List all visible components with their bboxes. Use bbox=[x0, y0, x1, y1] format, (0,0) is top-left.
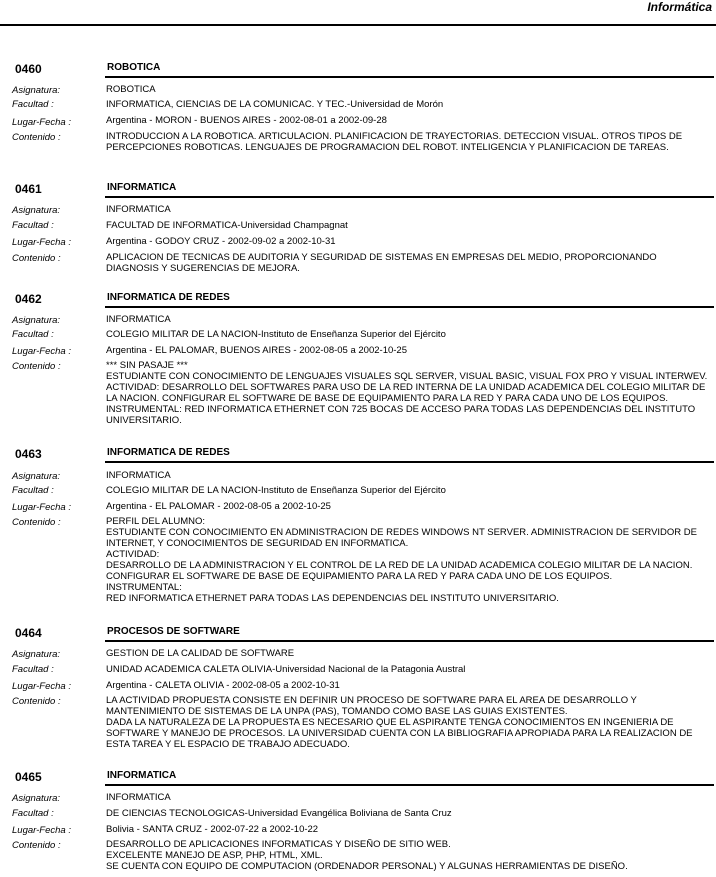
entry-code: 0465 bbox=[15, 770, 42, 784]
divider bbox=[105, 196, 714, 198]
entry-code: 0461 bbox=[15, 182, 42, 196]
divider bbox=[105, 461, 714, 463]
entry-code: 0460 bbox=[15, 62, 42, 76]
divider bbox=[105, 76, 714, 78]
value-lugar-fecha: Argentina - GODOY CRUZ - 2002-09-02 a 2002-10-31 bbox=[106, 236, 336, 247]
label-lugar-fecha: Lugar-Fecha : bbox=[12, 502, 71, 513]
label-contenido: Contenido : bbox=[12, 253, 61, 264]
label-lugar-fecha: Lugar-Fecha : bbox=[12, 825, 71, 836]
value-asignatura: GESTION DE LA CALIDAD DE SOFTWARE bbox=[106, 648, 295, 659]
value-lugar-fecha: Argentina - EL PALOMAR, BUENOS AIRES - 2002-08-05 a 2002-10-25 bbox=[106, 345, 407, 356]
label-contenido: Contenido : bbox=[12, 361, 61, 372]
value-facultad: COLEGIO MILITAR DE LA NACION-Instituto de Enseñanza Superior del Ejército bbox=[106, 485, 446, 496]
value-contenido: INTRODUCCION A LA ROBOTICA. ARTICULACION. PLANIFICACION DE TRAYECTORIAS. DETECCION VISUAL. OTROS TIPOS DE PERCEPCIONES ROBOTICAS. LENGUAJES DE PROGRAMACION DEL ROBOT. INTELIGENCIA Y PLANIFICACION DE TAREAS. bbox=[106, 131, 683, 153]
label-asignatura: Asignatura: bbox=[12, 649, 61, 660]
label-facultad: Facultad : bbox=[12, 485, 54, 496]
value-facultad: COLEGIO MILITAR DE LA NACION-Instituto de Enseñanza Superior del Ejército bbox=[106, 329, 446, 340]
divider bbox=[105, 784, 714, 786]
label-asignatura: Asignatura: bbox=[12, 793, 61, 804]
value-contenido: PERFIL DEL ALUMNO: ESTUDIANTE CON CONOCIMIENTO EN ADMINISTRACION DE REDES WINDOWS NT SERVER. ADMINISTRACION DE SERVIDOR DE INTERNET, Y CONOCIMIENTOS DE SEGURIDAD EN INFORMATICA. ACTIVIDAD: DESARROLLO DE LA ADMINISTRACION Y EL CONTROL DE LA RED DE LA UNIDAD ACADEMICA COLEGIO MILITAR DE LA NACION. CONFIGURAR EL SOFTWARE DE BASE DE EQUIPAMIENTO PARA LA RED Y PARA CADA UNO DE LOS EQUIPOS. INSTRUMENTAL: RED INFORMATICA ETHERNET PARA TODAS LAS DEPENDENCIAS DEL INSTITUTO UNIVERSITARIO. bbox=[106, 516, 698, 604]
label-facultad: Facultad : bbox=[12, 99, 54, 110]
label-facultad: Facultad : bbox=[12, 329, 54, 340]
value-facultad: DE CIENCIAS TECNOLOGICAS-Universidad Evangélica Boliviana de Santa Cruz bbox=[106, 808, 452, 819]
label-lugar-fecha: Lugar-Fecha : bbox=[12, 117, 71, 128]
label-facultad: Facultad : bbox=[12, 808, 54, 819]
value-contenido: *** SIN PASAJE *** ESTUDIANTE CON CONOCIMIENTO DE LENGUAJES VISUALES SQL SERVER, VISUAL BASIC, VISUAL FOX PRO Y VISUAL INTERWEV. ACTIVIDAD: DESARROLLO DEL SOFTWARES PARA USO DE LA RED INTERNA DE LA UNIDAD ACADEMICA DEL COLEGIO MILITAR DE LA NACION. CONFIGURAR EL SOFTWARE DE BASE DE EQUIPAMIENTO PARA LA RED Y PARA CADA UNO DE LOS EQUIPOS. INSTRUMENTAL: RED INFORMATICA ETHERNET CON 725 BOCAS DE ACCESO PARA TODAS LAS DEPENDENCIAS DEL INSTITUTO UNIVERSITARIO. bbox=[106, 360, 708, 426]
value-facultad: UNIDAD ACADEMICA CALETA OLIVIA-Universidad Nacional de la Patagonia Austral bbox=[106, 664, 466, 675]
value-lugar-fecha: Argentina - EL PALOMAR - 2002-08-05 a 2002-10-25 bbox=[106, 501, 331, 512]
value-facultad: INFORMATICA, CIENCIAS DE LA COMUNICAC. Y TEC.-Universidad de Morón bbox=[106, 99, 444, 110]
entry-title: INFORMATICA DE REDES bbox=[107, 447, 230, 458]
entry-title: PROCESOS DE SOFTWARE bbox=[107, 626, 240, 637]
label-contenido: Contenido : bbox=[12, 132, 61, 143]
label-facultad: Facultad : bbox=[12, 664, 54, 675]
page-header bbox=[0, 0, 716, 26]
value-asignatura: ROBOTICA bbox=[106, 84, 156, 95]
label-lugar-fecha: Lugar-Fecha : bbox=[12, 681, 71, 692]
entry-title: INFORMATICA DE REDES bbox=[107, 292, 230, 303]
value-asignatura: INFORMATICA bbox=[106, 204, 171, 215]
divider bbox=[105, 640, 714, 642]
value-lugar-fecha: Bolivia - SANTA CRUZ - 2002-07-22 a 2002-10-22 bbox=[106, 824, 319, 835]
entry-title: ROBOTICA bbox=[107, 62, 161, 73]
label-lugar-fecha: Lugar-Fecha : bbox=[12, 346, 71, 357]
label-facultad: Facultad : bbox=[12, 220, 54, 231]
value-asignatura: INFORMATICA bbox=[106, 314, 171, 325]
value-contenido: DESARROLLO DE APLICACIONES INFORMATICAS Y DISEÑO DE SITIO WEB. EXCELENTE MANEJO DE ASP, PHP, HTML, XML. SE CUENTA CON EQUIPO DE COMPUTACION (ORDENADOR PERSONAL) Y ALGUNAS HERRAMIENTAS DE DISEÑO. bbox=[106, 839, 628, 872]
label-asignatura: Asignatura: bbox=[12, 205, 61, 216]
label-asignatura: Asignatura: bbox=[12, 315, 61, 326]
divider bbox=[105, 306, 714, 308]
value-contenido: LA ACTIVIDAD PROPUESTA CONSISTE EN DEFINIR UN PROCESO DE SOFTWARE PARA EL AREA DE DESARROLLO Y MANTENIMIENTO DE SISTEMAS DE LA UNPA (PAS), TOMANDO COMO BASE LAS GUIAS EXISTENTES. DADA LA NATURALEZA DE LA PROPUESTA ES NECESARIO QUE EL ASPIRANTE TENGA CONOCIMIENTOS EN INGENIERIA DE SOFTWARE Y MANEJO DE PROCESOS. LA UNIVERSIDAD CUENTA CON LA BIBLIOGRAFIA APROPIADA PARA LA REALIZACION DE ESTA TAREA Y EL ESPACIO DE TRABAJO ADECUADO. bbox=[106, 695, 693, 750]
value-lugar-fecha: Argentina - MORON - BUENOS AIRES - 2002-08-01 a 2002-09-28 bbox=[106, 115, 387, 126]
label-contenido: Contenido : bbox=[12, 696, 61, 707]
page-title: Informática bbox=[647, 0, 712, 14]
label-asignatura: Asignatura: bbox=[12, 85, 61, 96]
entry-title: INFORMATICA bbox=[107, 182, 177, 193]
label-lugar-fecha: Lugar-Fecha : bbox=[12, 237, 71, 248]
value-lugar-fecha: Argentina - CALETA OLIVIA - 2002-08-05 a 2002-10-31 bbox=[106, 680, 340, 691]
entry-code: 0464 bbox=[15, 626, 42, 640]
entry-code: 0462 bbox=[15, 292, 42, 306]
value-contenido: APLICACION DE TECNICAS DE AUDITORIA Y SEGURIDAD DE SISTEMAS EN EMPRESAS DEL MEDIO, PROPORCIONANDO DIAGNOSIS Y SUGERENCIAS DE MEJORA. bbox=[106, 252, 657, 274]
label-contenido: Contenido : bbox=[12, 840, 61, 851]
entry-title: INFORMATICA bbox=[107, 770, 177, 781]
value-facultad: FACULTAD DE INFORMATICA-Universidad Champagnat bbox=[106, 220, 348, 231]
label-asignatura: Asignatura: bbox=[12, 471, 61, 482]
label-contenido: Contenido : bbox=[12, 517, 61, 528]
value-asignatura: INFORMATICA bbox=[106, 470, 171, 481]
entry-code: 0463 bbox=[15, 447, 42, 461]
value-asignatura: INFORMATICA bbox=[106, 792, 171, 803]
